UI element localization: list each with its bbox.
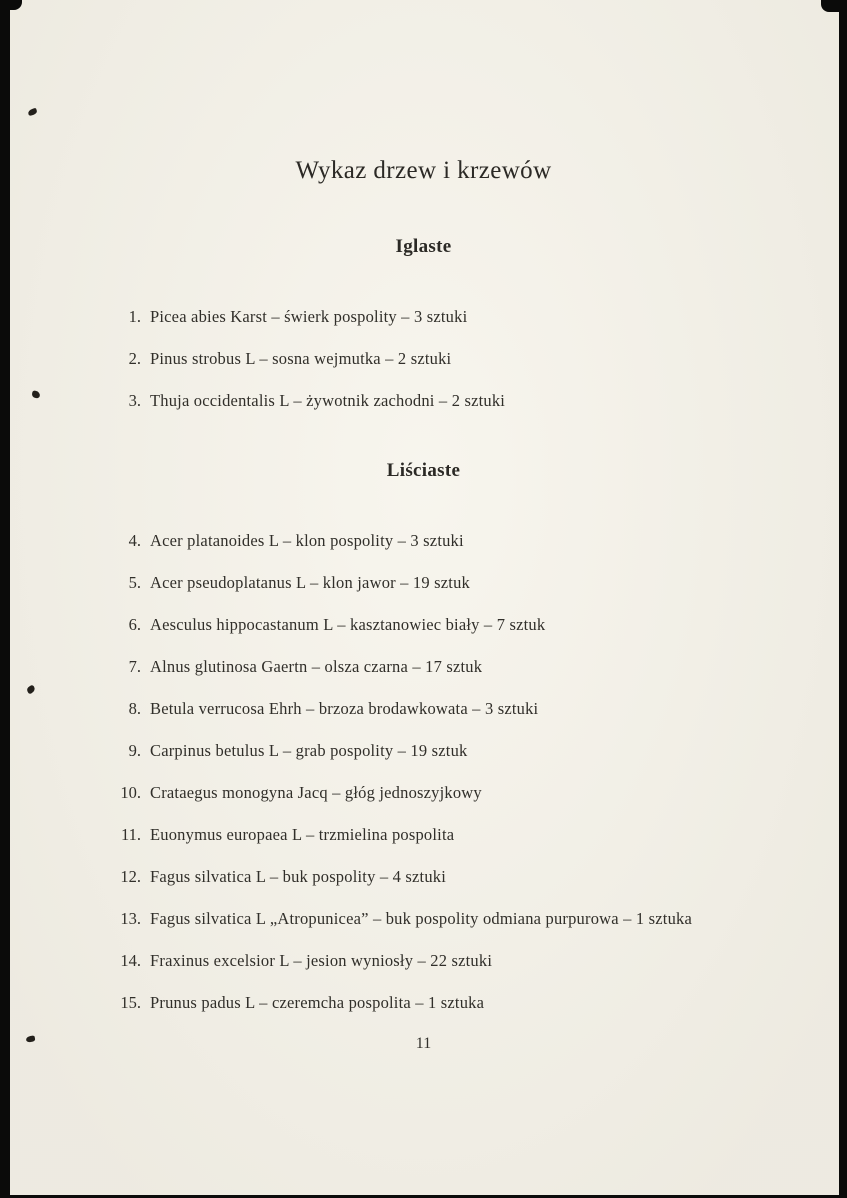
list-item [0,657,847,677]
item-text: Alnus glutinosa Gaertn – olsza czarna – 17 sztuk [150,657,483,676]
list-item [0,531,847,551]
list-item [0,825,847,845]
item-text: Prunus padus L – czeremcha pospolita – 1 sztuka [150,993,485,1012]
item-number: 12. [120,867,141,886]
list-item [0,349,847,369]
list-item [0,993,847,1013]
item-text: Fraxinus excelsior L – jesion wyniosły – 22 sztuki [150,951,493,970]
item-number: 9. [128,741,141,760]
list-item [0,699,847,719]
document-body [0,235,847,1013]
item-number: 1. [128,307,141,326]
item-number: 5. [128,573,141,592]
item-text: Betula verrucosa Ehrh – brzoza brodawkowata – 3 sztuki [150,699,539,718]
scan-edge-left [0,0,10,1198]
item-text: Picea abies Karst – świerk pospolity – 3 sztuki [150,307,468,326]
item-list [0,531,847,1013]
item-number: 7. [128,657,141,676]
item-list [0,307,847,411]
item-text: Fagus silvatica L „Atropunicea” – buk pospolity odmiana purpurowa – 1 sztuka [150,909,693,928]
item-text: Acer pseudoplatanus L – klon jawor – 19 sztuk [150,573,470,592]
list-item [0,867,847,887]
item-number: 11. [120,825,141,844]
list-item [0,741,847,761]
item-text: Pinus strobus L – sosna wejmutka – 2 sztuki [150,349,452,368]
list-item [0,615,847,635]
item-number: 4. [128,531,141,550]
item-text: Carpinus betulus L – grab pospolity – 19 sztuk [150,741,468,760]
list-item [0,783,847,803]
list-item [0,307,847,327]
page-number: 11 [415,1035,432,1052]
item-text: Fagus silvatica L – buk pospolity – 4 sztuki [150,867,447,886]
item-text: Crataegus monogyna Jacq – głóg jednoszyjkowy [150,783,482,802]
item-text: Acer platanoides L – klon pospolity – 3 sztuki [150,531,464,550]
section-heading: Liściaste [386,460,461,481]
section-heading: Iglaste [395,236,452,257]
list-item [0,391,847,411]
scan-edge-right [839,0,847,1198]
item-number: 13. [120,909,141,928]
list-item [0,951,847,971]
list-item [0,909,847,929]
item-number: 15. [120,993,141,1012]
item-number: 10. [120,783,141,802]
list-item [0,573,847,593]
item-number: 2. [128,349,141,368]
scan-corner-top-right [821,0,847,12]
item-text: Aesculus hippocastanum L – kasztanowiec biały – 7 sztuk [150,615,546,634]
page-title: Wykaz drzew i krzewów [295,157,552,184]
item-text: Euonymus europaea L – trzmielina pospolita [150,825,455,844]
item-number: 14. [120,951,141,970]
item-text: Thuja occidentalis L – żywotnik zachodni – 2 sztuki [150,391,506,410]
item-number: 8. [128,699,141,718]
item-number: 3. [128,391,141,410]
item-number: 6. [128,615,141,634]
